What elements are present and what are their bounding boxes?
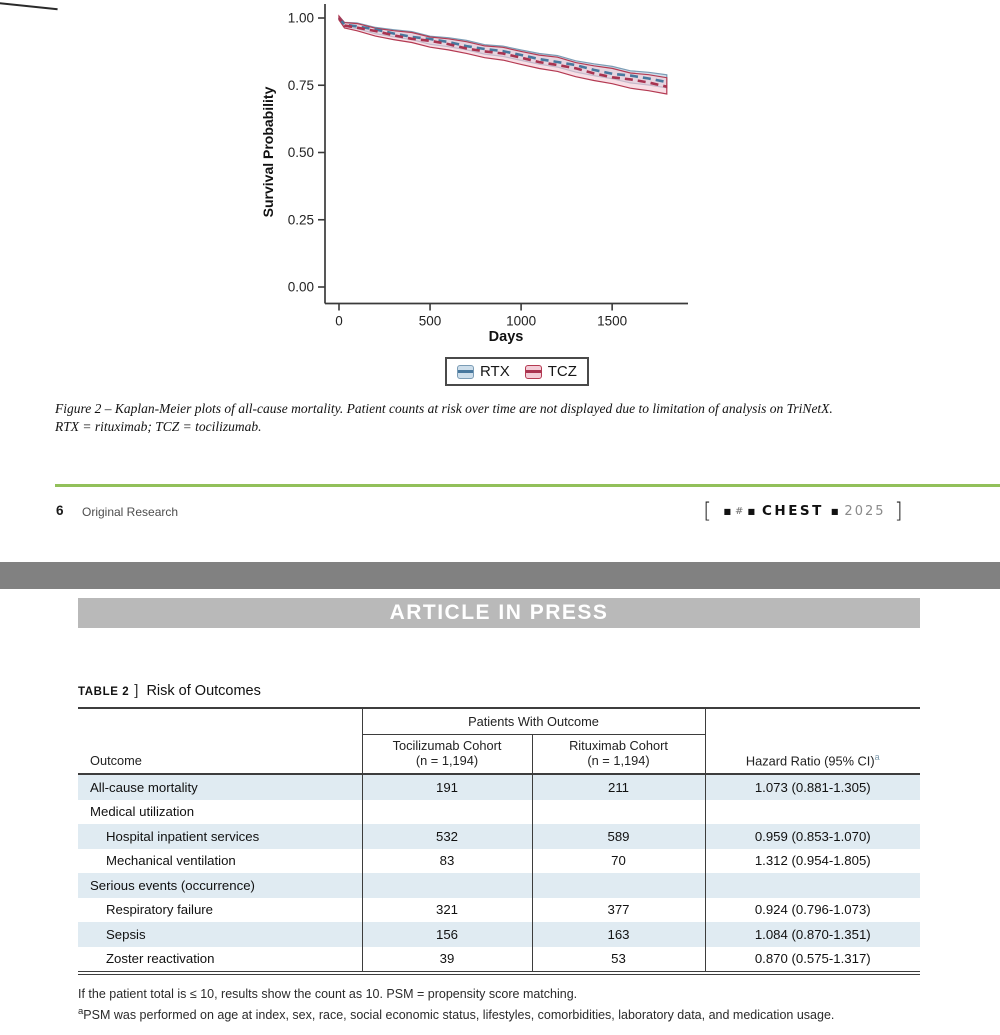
span-header: Patients With Outcome — [362, 708, 705, 735]
bracket-right: ] — [894, 498, 903, 523]
confidence-bands — [339, 16, 667, 94]
tocilizumab-count-cell: 39 — [362, 947, 532, 974]
column-header-rituximab: Rituximab Cohort (n = 1,194) — [532, 735, 705, 775]
square-icon: ■ — [830, 506, 839, 516]
tocilizumab-count-cell — [362, 800, 532, 825]
table-bracket: ] — [134, 682, 139, 699]
hazard-ratio-cell: 0.924 (0.796-1.073) — [705, 898, 920, 923]
outcome-cell: Sepsis — [106, 926, 146, 942]
legend-label: RTX — [480, 363, 510, 380]
table-row — [78, 800, 920, 825]
outcome-cell: Medical utilization — [90, 804, 195, 820]
table-row — [78, 947, 920, 974]
column-header-outcome: Outcome — [90, 753, 142, 768]
outcome-cell: Respiratory failure — [106, 902, 214, 918]
table-row — [78, 922, 920, 947]
outcome-cell: All-cause mortality — [90, 779, 198, 795]
rituximab-count-cell: 211 — [532, 774, 705, 800]
rituximab-count-cell: 589 — [532, 824, 705, 849]
hazard-ratio-cell: 1.084 (0.870-1.351) — [705, 922, 920, 947]
legend-key-line — [458, 370, 473, 373]
kaplan-meier-plot — [0, 0, 1000, 392]
x-axis-title: Days — [488, 329, 524, 345]
y-axis-title: Survival Probability — [260, 86, 276, 218]
column-header-tocilizumab: Tocilizumab Cohort (n = 1,194) — [362, 735, 532, 775]
outcomes-table — [78, 707, 920, 975]
rtx-legend-key-icon — [457, 365, 474, 379]
plot-legend — [445, 357, 589, 386]
outcome-cell: Zoster reactivation — [106, 951, 215, 967]
legend-label: TCZ — [547, 363, 577, 380]
y-tick-label: 0.50 — [287, 145, 314, 160]
x-tick-label: 500 — [418, 313, 442, 329]
article-in-press-text: ARTICLE IN PRESS — [389, 601, 609, 624]
outcome-cell: Serious events (occurrence) — [90, 877, 255, 893]
footnote-1: If the patient total is ≤ 10, results show the count as 10. PSM = propensity score matching. — [78, 987, 578, 1001]
table-title — [78, 682, 261, 699]
figure-caption-line1: Figure 2 – Kaplan-Meier plots of all-cause mortality. Patient counts at risk over time are not displayed due to limitation of analysis on TriNetX. — [55, 401, 833, 416]
bracket-left: [ — [703, 498, 712, 523]
y-tick-label: 0.25 — [287, 212, 314, 228]
x-tick-label: 0 — [335, 313, 343, 329]
tocilizumab-count-cell: 532 — [362, 824, 532, 849]
page-divider-band — [0, 562, 1000, 589]
x-tick-label: 1500 — [597, 313, 628, 329]
section-label: Original Research — [82, 505, 179, 519]
footnote-2: $^a$PSM was performed on age at index, sex, race, social economic status, lifestyles, comorbidities, laboratory data, and medication usage. — [78, 1006, 835, 1023]
outcome-cell: Hospital inpatient services — [106, 828, 260, 844]
rituximab-count-cell — [532, 800, 705, 825]
y-tick-label: 1.00 — [287, 10, 314, 26]
figure-caption-line2: RTX = rituximab; TCZ = tocilizumab. — [55, 418, 262, 434]
hazard-ratio-cell: 1.312 (0.954-1.805) — [705, 849, 920, 874]
table-body — [78, 774, 920, 973]
tcz-confidence-band — [339, 16, 667, 94]
table-row — [78, 849, 920, 874]
x-tick-label: 1000 — [506, 313, 537, 329]
outcome-cell: Mechanical ventilation — [106, 853, 236, 869]
tocilizumab-count-cell: 156 — [362, 922, 532, 947]
column-header-hazard-ratio: Hazard Ratio (95% CI)$^a$ — [705, 735, 920, 775]
rituximab-count-cell: 70 — [532, 849, 705, 874]
hazard-ratio-cell: 0.870 (0.575-1.317) — [705, 947, 920, 974]
table-row — [78, 824, 920, 849]
tocilizumab-count-cell: 321 — [362, 898, 532, 923]
tocilizumab-count-cell: 83 — [362, 849, 532, 874]
table-name: Risk of Outcomes — [146, 683, 261, 699]
rituximab-count-cell: 377 — [532, 898, 705, 923]
tocilizumab-count-cell: 191 — [362, 774, 532, 800]
table-row — [78, 873, 920, 898]
hash-mark: # — [735, 505, 744, 517]
table-row — [78, 774, 920, 800]
hazard-ratio-cell — [705, 873, 920, 898]
page-number: 6 — [56, 503, 64, 518]
hazard-ratio-cell: 1.073 (0.881-1.305) — [705, 774, 920, 800]
rituximab-count-cell — [532, 873, 705, 898]
square-icon: ■ — [723, 506, 732, 516]
hazard-ratio-cell: 0.959 (0.853-1.070) — [705, 824, 920, 849]
y-tick-label: 0.75 — [287, 77, 314, 93]
article-in-press-banner — [78, 598, 920, 628]
footer-rule — [55, 484, 1000, 487]
tocilizumab-count-cell — [362, 873, 532, 898]
journal-name: CHEST — [762, 503, 824, 519]
journal-mark — [697, 498, 909, 524]
rituximab-count-cell: 53 — [532, 947, 705, 974]
table-footnotes — [78, 985, 958, 1024]
table-header — [78, 708, 920, 774]
tcz-legend-key-icon — [525, 365, 542, 379]
journal-year: 2025 — [844, 503, 886, 519]
legend-item-tcz — [525, 363, 577, 380]
y-tick-label: 0.00 — [287, 279, 314, 295]
table-label: TABLE 2 — [78, 686, 130, 698]
legend-key-line — [526, 370, 541, 373]
figure-caption — [55, 400, 947, 435]
hazard-ratio-cell — [705, 800, 920, 825]
table-row — [78, 898, 920, 923]
rituximab-count-cell: 163 — [532, 922, 705, 947]
square-icon: ■ — [747, 506, 755, 516]
legend-item-rtx — [457, 363, 510, 380]
